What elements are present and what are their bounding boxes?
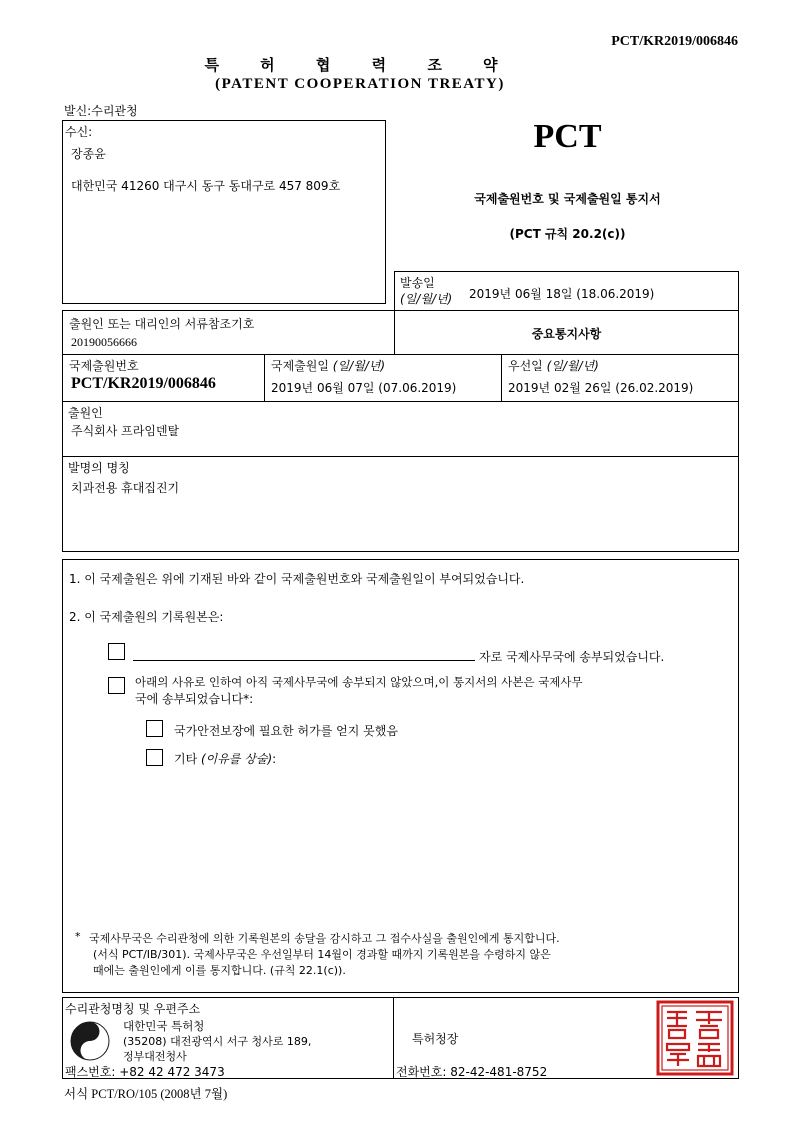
applicant-box <box>62 401 739 457</box>
office-phone: 전화번호: 82-42-481-8752 <box>396 1065 548 1079</box>
office-name: 대한민국 특허청 <box>123 1019 205 1033</box>
application-number-value: PCT/KR2019/006846 <box>71 375 216 392</box>
authorized-officer-box <box>393 997 739 1079</box>
pct-heading: PCT <box>533 118 602 155</box>
footnote-line-2: (서식 PCT/IB/301). 국제사무국은 우선일부터 14월이 경과할 때까지 기록원본을 수령하지 않은 <box>93 948 551 961</box>
mailing-date-value: 2019년 06월 18일 (18.06.2019) <box>469 287 655 301</box>
filing-date-value: 2019년 06월 07일 (07.06.2019) <box>271 381 457 395</box>
important-notice-label: 중요통지사항 <box>531 327 602 341</box>
notice-body-box <box>62 559 739 993</box>
official-seal-icon <box>656 1000 734 1076</box>
mailing-date-format: (일/월/년) <box>400 292 453 306</box>
invention-box <box>62 456 739 552</box>
sender-label: 발신:수리관청 <box>64 104 138 118</box>
office-fax: 팩스번호: +82 42 472 3473 <box>65 1065 225 1079</box>
item-2-text: 2. 이 국제출원의 기록원본은: <box>69 610 224 624</box>
application-number-box <box>62 354 265 402</box>
option-b-text-line1: 아래의 사유로 인하여 아직 국제사무국에 송부되지 않았으며,이 통지서의 사본은 국제사무 <box>135 675 583 689</box>
reason-security-checkbox[interactable] <box>146 720 163 737</box>
recipient-address: 대한민국 41260 대구시 동구 동대구로 457 809호 <box>71 179 341 193</box>
recipient-name: 장종윤 <box>71 147 106 161</box>
option-b-checkbox[interactable] <box>108 677 125 694</box>
reason-other-prefix: 기타 <box>174 752 201 766</box>
option-b-text-line2: 국에 송부되었습니다*: <box>135 692 254 706</box>
office-box <box>62 997 394 1079</box>
priority-date-format: (일/월/년) <box>546 359 599 373</box>
reason-other-italic: (이유를 상술) <box>201 752 273 766</box>
document-reference: PCT/KR2019/006846 <box>611 34 738 49</box>
reason-other-text <box>174 750 276 767</box>
treaty-title-english: (PATENT COOPERATION TREATY) <box>215 76 505 92</box>
recipient-label: 수신: <box>65 125 93 139</box>
office-address-2: 정부대전청사 <box>123 1050 187 1063</box>
priority-date-value: 2019년 02월 26일 (26.02.2019) <box>508 381 694 395</box>
commissioner-label: 특허청장 <box>412 1032 459 1046</box>
priority-date-label: 우선일 <box>508 359 543 373</box>
filing-date-box <box>264 354 502 402</box>
kipo-logo-icon <box>69 1020 111 1062</box>
notice-title: 국제출원번호 및 국제출원일 통지서 <box>474 192 661 206</box>
recipient-box <box>62 120 386 304</box>
reason-other-suffix: : <box>272 752 277 766</box>
reason-other-checkbox[interactable] <box>146 749 163 766</box>
filing-date-format: (일/월/년) <box>332 359 386 373</box>
applicant-label: 출원인 <box>68 406 103 420</box>
important-notice-box <box>394 310 739 355</box>
reference-label: 출원인 또는 대리인의 서류참조기호 <box>69 317 255 331</box>
reference-box <box>62 310 395 355</box>
footnote-line-1: 국제사무국은 수리관청에 의한 기록원본의 송달을 감시하고 그 접수사실을 출원인에게 통지합니다. <box>89 932 560 945</box>
footnote-star: * <box>75 930 81 943</box>
option-a-checkbox[interactable] <box>108 643 125 660</box>
reference-value: 20190056666 <box>71 335 137 349</box>
form-reference: 서식 PCT/RO/105 (2008년 7월) <box>64 1087 228 1101</box>
priority-date-label-wrap <box>508 357 599 374</box>
mailing-date-box <box>394 271 739 311</box>
filing-date-label: 국제출원일 <box>271 359 329 373</box>
mailing-date-label: 발송일 <box>400 276 435 290</box>
office-address-1: (35208) 대전광역시 서구 청사로 189, <box>123 1035 312 1048</box>
office-label: 수리관청명칭 및 우편주소 <box>65 1002 201 1016</box>
application-number-label: 국제출원번호 <box>69 359 139 373</box>
option-a-text: 자로 국제사무국에 송부되었습니다. <box>479 650 665 664</box>
rule-reference: (PCT 규칙 20.2(c)) <box>509 227 626 241</box>
filing-date-label-wrap <box>271 357 385 374</box>
option-a-date-line[interactable] <box>133 660 475 661</box>
treaty-title-korean: 특 허 협 력 조 약 <box>204 56 516 74</box>
invention-label: 발명의 명칭 <box>68 461 130 475</box>
invention-value: 치과전용 휴대집진기 <box>71 481 180 495</box>
applicant-value: 주식회사 프라임덴탈 <box>71 424 180 438</box>
reason-security-text: 국가안전보장에 필요한 허가를 얻지 못했음 <box>174 724 398 738</box>
footnote-line-3: 때에는 출원인에게 이를 통지합니다. (규칙 22.1(c)). <box>93 964 346 977</box>
priority-date-box <box>501 354 739 402</box>
item-1-text: 1. 이 국제출원은 위에 기재된 바와 같이 국제출원번호와 국제출원일이 부여되었습니다. <box>69 572 525 586</box>
